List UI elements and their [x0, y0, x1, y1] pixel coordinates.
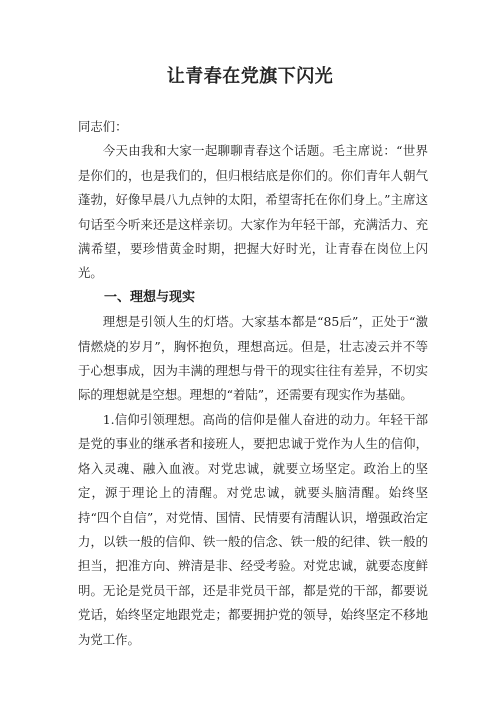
document-body: [78, 115, 428, 652]
section-paragraph-1: 理想是引领人生的灯塔。大家基本都是“85后”，正处于“激情燃烧的岁月”，胸怀抱负，理想高远。但是，壮志凌云并不等于心想事成，因为丰满的理想与骨干的现实往往有差异，不切实际的理想就是空想。理想的“着陆”，还需要有现实作为基础。: [78, 314, 428, 403]
intro-paragraph: 今天由我和大家一起聊聊青春这个话题。毛主席说：“世界是你们的，也是我们的，但归根结底是你们的。你们青年人朝气蓬勃，好像早晨八九点钟的太阳，希望寄托在你们身上。”主席这句话至今听来还是这样亲切。大家作为年轻干部，充满活力、充满希望，要珍惜黄金时期，把握大好时光，让青春在岗位上闪光。: [78, 143, 428, 281]
section-heading: 一、理想与现实: [104, 289, 196, 305]
document-title: 让青春在党旗下闪光: [166, 66, 334, 87]
section-paragraph-2: 1.信仰引领理想。高尚的信仰是催人奋进的动力。年轻干部是党的事业的继承者和接班人，要把忠诚于党作为人生的信仰，烙入灵魂、融入血液。对党忠诚，就要立场坚定。政治上的坚定，源于理论上的清醒。对党忠诚，就要头脑清醒。始终坚持“四个自信”，对党情、国情、民情要有清醒认识，增强政治定力，以铁一般的信仰、铁一般的信念、铁一般的纪律、铁一般的担当，把准方向、辨清是非、经受考验。对党忠诚，就要态度鲜明。无论是党员干部，还是非党员干部，都是党的干部，都要说党话，始终坚定地跟党走；都要拥护党的领导，始终坚定不移地为党工作。: [78, 411, 428, 647]
salutation: 同志们：: [78, 119, 128, 134]
